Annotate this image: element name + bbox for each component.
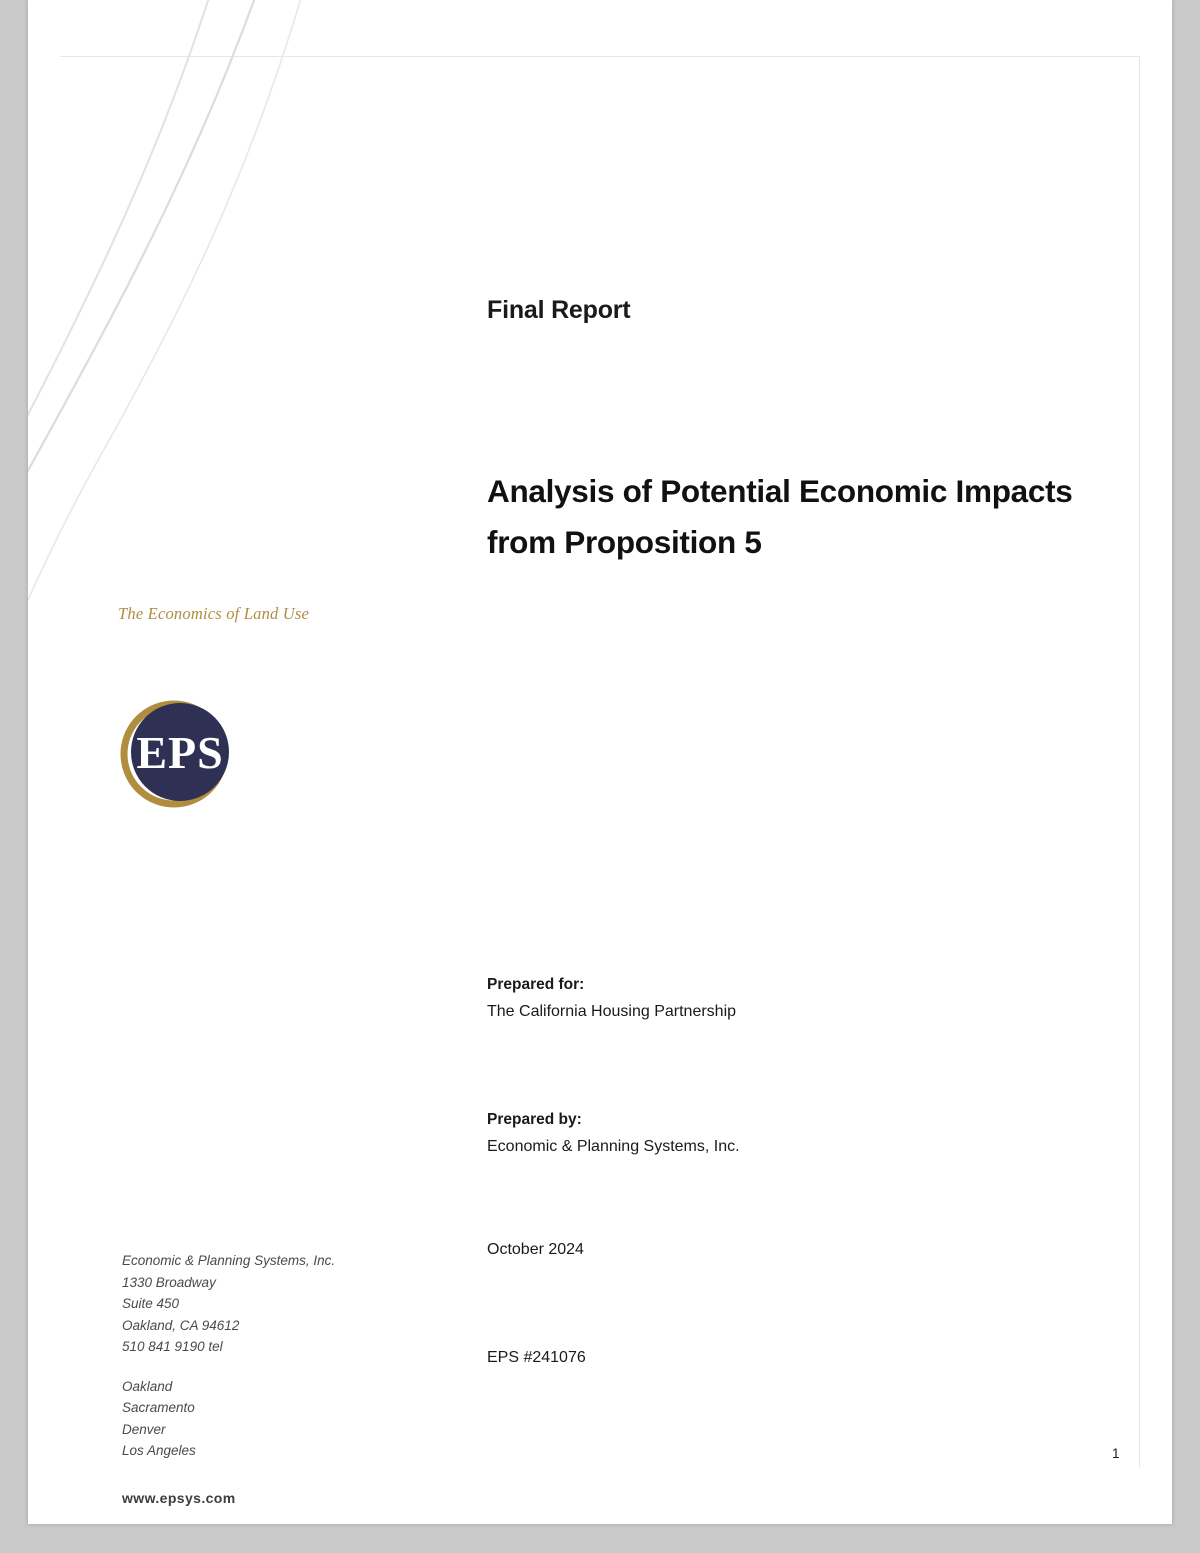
project-number: EPS #241076 (487, 1349, 586, 1366)
prepared-for-value: The California Housing Partnership (487, 1003, 737, 1020)
address-city-state-zip: Oakland, CA 94612 (122, 1317, 240, 1333)
eps-logo (112, 694, 237, 814)
address-street: 1330 Broadway (122, 1274, 216, 1290)
address-company: Economic & Planning Systems, Inc. (122, 1253, 336, 1268)
report-kind-label: Final Report (487, 296, 631, 324)
address-spacer (122, 1358, 422, 1376)
prepared-by-block (487, 1106, 1087, 1160)
page-title: Analysis of Potential Economic Impacts from Proposition 5 (487, 473, 1073, 560)
address-phone: 510 841 9190 tel (122, 1339, 223, 1354)
office-denver: Denver (122, 1421, 166, 1437)
decorative-swoosh-graphic (28, 0, 468, 1380)
address-suite: Suite 450 (122, 1296, 180, 1311)
page-number: 1 (1112, 1446, 1120, 1461)
prepared-for-label: Prepared for: (487, 976, 585, 993)
company-address (122, 1250, 422, 1462)
prepared-by-value: Economic & Planning Systems, Inc. (487, 1138, 740, 1155)
tagline: The Economics of Land Use (118, 604, 310, 623)
prepared-by-label: Prepared by: (487, 1111, 582, 1128)
document-page (28, 0, 1172, 1524)
report-date: October 2024 (487, 1241, 584, 1258)
office-oakland: Oakland (122, 1378, 173, 1394)
office-sacramento: Sacramento (122, 1400, 195, 1415)
prepared-for-block (487, 971, 1087, 1025)
website-link[interactable]: www.epsys.com (122, 1490, 236, 1506)
office-los-angeles: Los Angeles (122, 1443, 196, 1458)
svg-text:EPS: EPS (136, 727, 224, 778)
